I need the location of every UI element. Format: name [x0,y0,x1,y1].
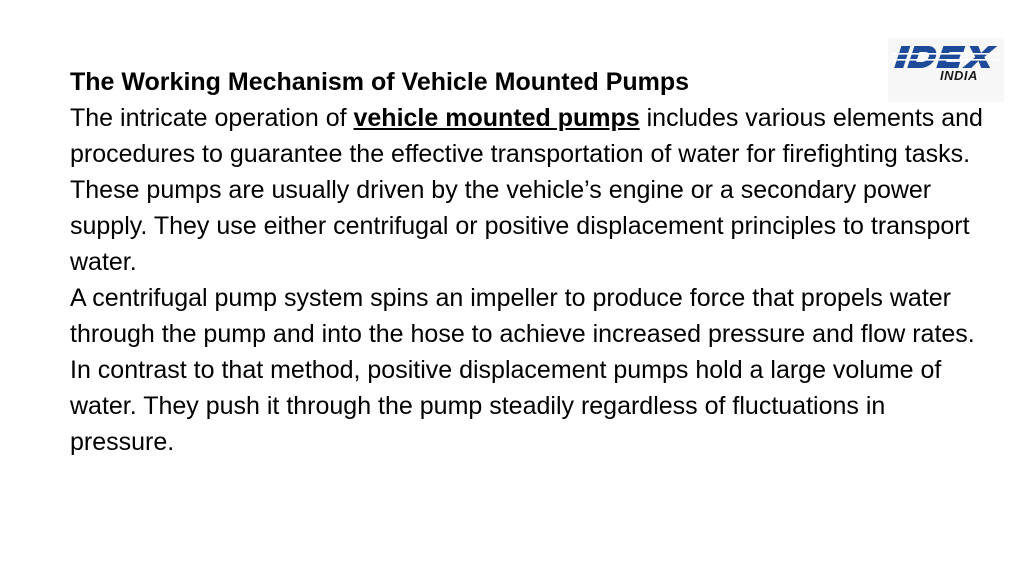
vehicle-mounted-pumps-link[interactable]: vehicle mounted pumps [353,104,640,132]
intro-paragraph [70,100,990,172]
paragraph-power-source: These pumps are usually driven by the vehicle’s engine or a secondary power supply. They use either centrifugal or positive displacement principles to transport water. [70,176,970,276]
paragraph-positive-displacement: In contrast to that method, positive displacement pumps hold a large volume of water. They push it through the pump steadily regardless of fluctuations in pressure. [70,356,942,456]
logo-subtitle: INDIA [940,68,978,83]
intro-text-after: includes various elements and procedures to guarantee the effective transportation of water for firefighting tasks. [70,104,983,168]
page-title: The Working Mechanism of Vehicle Mounted Pumps [70,68,690,96]
paragraph-centrifugal: A centrifugal pump system spins an impeller to produce force that propels water through the pump and into the hose to achieve increased pressure and flow rates. [70,284,975,348]
intro-text-before: The intricate operation of [70,104,354,132]
text-body [70,64,990,460]
